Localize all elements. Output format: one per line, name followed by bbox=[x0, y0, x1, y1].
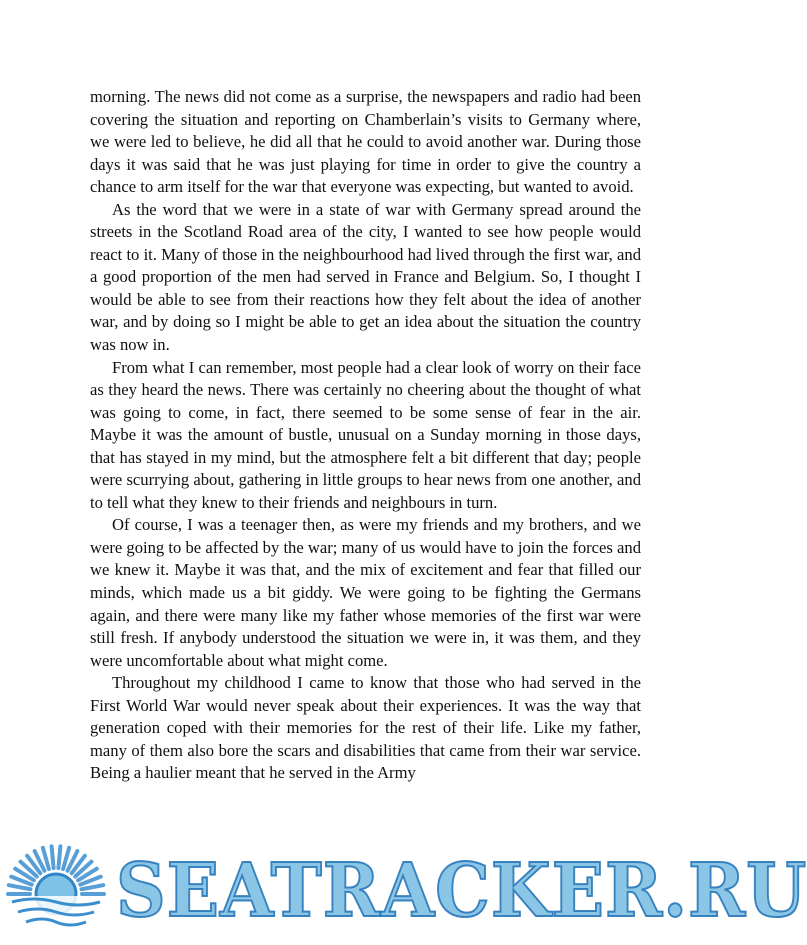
paragraph-3: From what I can remember, most people had a clear look of worry on their face as they heard the news. There was certainly no cheering about the thought of what was going to come, in fact, there seemed to be some sense of fear in the air. Maybe it was the amount of bustle, unusual on a Sunday morning in those days, that has stayed in my mind, but the atmosphere felt a bit different that day; people were scurrying about, gathering in little groups to hear news from one another, and to tell what they knew to their friends and neighbours in turn. bbox=[90, 357, 641, 512]
sun-icon bbox=[4, 840, 108, 940]
watermark-text: SEATRACKER.RU bbox=[116, 848, 807, 934]
watermark bbox=[0, 838, 807, 945]
paragraph-5: Throughout my childhood I came to know that those who had served in the First World War would never speak about their experiences. It was the way that generation coped with their memories for the rest of their life. Like my father, many of them also bore the scars and disabilities that came from their war service. Being a haulier meant that he served in the Army bbox=[90, 673, 641, 783]
book-page-text bbox=[90, 86, 641, 785]
paragraph-2: As the word that we were in a state of war with Germany spread around the streets in the Scotland Road area of the city, I wanted to see how people would react to it. Many of those in the neighbourhood had lived through the first war, and a good proportion of the men had served in France and Belgium. So, I thought I would be able to see from their reactions how they felt about the idea of another war, and by doing so I might be able to get an idea about the situation the country was now in. bbox=[90, 199, 641, 355]
paragraph-4: Of course, I was a teenager then, as were my friends and my brothers, and we were going to be affected by the war; many of us would have to join the forces and we knew it. Maybe it was that, and the mix of excitement and fear that filled our minds, which made us a bit giddy. We were going to be fighting the Germans again, and there were many like my father whose memories of the first war were still fresh. If anybody understood the situation we were in, it was them, and they were uncomfortable about what might come. bbox=[90, 515, 641, 670]
paragraph-1: morning. The news did not come as a surprise, the newspapers and radio had been covering the situation and reporting on Chamberlain’s visits to Germany where, we were led to believe, he did all that he could to avoid another war. During those days it was said that he was just playing for time in order to give the country a chance to arm itself for the war that everyone was expecting, but wanted to avoid. bbox=[90, 87, 641, 197]
